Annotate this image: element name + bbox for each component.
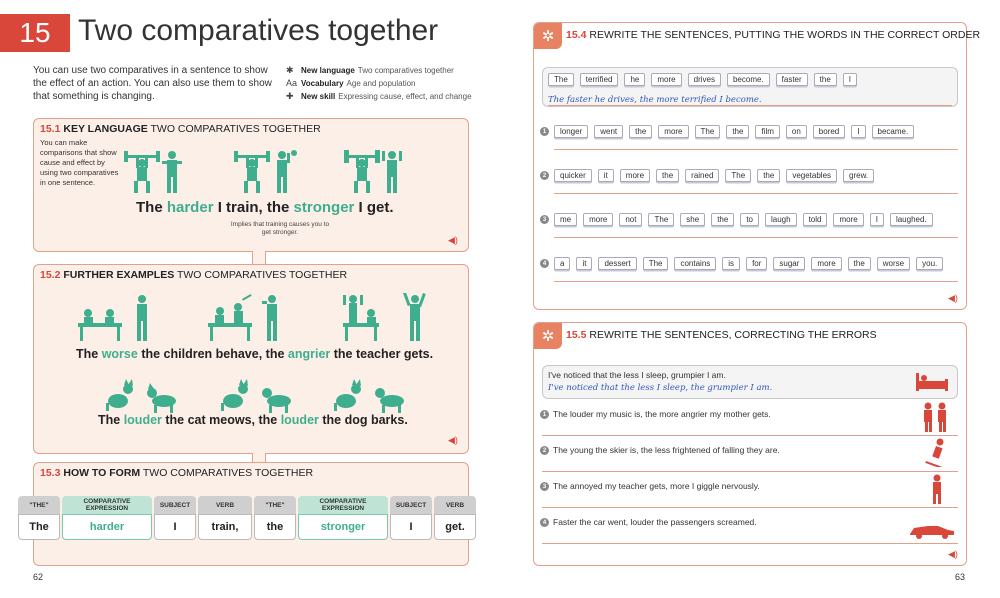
word-chip: told <box>803 213 828 226</box>
structure-piece <box>154 496 196 542</box>
error-sentence: The young the skier is, the less frightened of falling they are. <box>553 445 780 455</box>
word-chip: became. <box>872 125 915 138</box>
word-chip: The <box>643 257 669 270</box>
section-key: KEY LANGUAGE <box>63 123 148 135</box>
structure-piece <box>254 496 296 542</box>
angry-mother-icon <box>920 401 950 433</box>
section-heading <box>40 123 321 135</box>
word-chip: more <box>658 125 688 138</box>
section-subtitle: TWO COMPARATIVES TOGETHER <box>150 123 321 135</box>
word-chip: more <box>620 169 650 182</box>
piece-label: "THE" <box>254 496 296 514</box>
section-key: FURTHER EXAMPLES <box>63 269 175 281</box>
meta-row-skill <box>286 90 472 103</box>
gears-icon: ✱ <box>286 65 294 75</box>
meta-label: Vocabulary <box>301 79 344 88</box>
question-number: 2 <box>540 171 549 180</box>
teacher-icon <box>928 473 946 505</box>
word-chips-row <box>554 169 874 182</box>
piece-label: SUBJECT <box>154 496 196 514</box>
word-chip: grew. <box>843 169 874 182</box>
answer-line[interactable] <box>542 435 958 436</box>
meta-label: New skill <box>301 92 336 101</box>
example-statement: I've noticed that the less I sleep, grumpier I am. <box>548 370 726 380</box>
word-chip: the <box>757 169 780 182</box>
trainer-figure <box>162 151 182 193</box>
word-chip: I <box>843 73 857 86</box>
piece-value: harder <box>62 514 152 540</box>
word-chips-row <box>554 257 943 270</box>
meta-row-vocabulary <box>286 77 472 90</box>
word-chip: it <box>598 169 614 182</box>
answer-line[interactable] <box>554 193 958 194</box>
section-15-5-panel <box>533 322 967 566</box>
word-chip: vegetables <box>786 169 837 182</box>
piece-value: The <box>18 514 60 540</box>
section-heading <box>40 467 313 479</box>
cat-dog-illustration <box>104 377 424 413</box>
skier-icon <box>924 437 952 467</box>
piece-label: SUBJECT <box>390 496 432 514</box>
question-number: 2 <box>540 446 549 455</box>
section-heading <box>40 269 347 281</box>
section-subtitle: TWO COMPARATIVES TOGETHER <box>142 467 314 479</box>
word-chip: went <box>594 125 623 138</box>
dog-figure <box>147 383 176 413</box>
word-chip: on <box>786 125 807 138</box>
word-chip: me <box>554 213 577 226</box>
piece-value: train, <box>198 514 252 540</box>
section-number: 15.3 <box>40 467 61 479</box>
word-chip: the <box>711 213 734 226</box>
panel-connector <box>252 251 266 265</box>
structure-piece <box>18 496 60 542</box>
word-chip: worse <box>877 257 910 270</box>
word-chip: he <box>624 73 645 86</box>
speaker-icon[interactable]: ◀) <box>948 293 958 303</box>
word-chip: film <box>755 125 779 138</box>
meta-value: Age and population <box>346 79 416 88</box>
example-answer: I've noticed that the less I sleep, the grumpier I am. <box>548 383 773 393</box>
children-teacher-figure <box>78 295 147 341</box>
unit-number-badge <box>0 14 70 52</box>
answer-line <box>548 105 952 106</box>
car-icon <box>908 523 956 539</box>
word-chip: I <box>870 213 884 226</box>
exercise-title: REWRITE THE SENTENCES, PUTTING THE WORDS IN THE CORRECT ORDER <box>589 29 981 41</box>
piece-value: get. <box>434 514 476 540</box>
piece-value: the <box>254 514 296 540</box>
word-chips-row <box>554 125 914 138</box>
word-chip: it <box>576 257 592 270</box>
piece-label: VERB <box>198 496 252 514</box>
classroom-illustration <box>78 293 438 343</box>
word-chip: quicker <box>554 169 592 182</box>
gear-icon: ✲ <box>534 23 562 49</box>
page-title: Two comparatives together <box>78 14 439 47</box>
question-number: 1 <box>540 410 549 419</box>
word-chip: sugar <box>773 257 805 270</box>
side-note: You can make comparisons that show cause and effect by using two comparatives in one sentence. <box>40 138 119 187</box>
answer-line[interactable] <box>554 149 958 150</box>
question-number: 3 <box>540 482 549 491</box>
section-15-2-panel <box>33 264 469 454</box>
word-chip: The <box>648 213 674 226</box>
structure-piece <box>298 496 388 542</box>
example-word-chips <box>548 73 857 86</box>
question-number: 4 <box>540 518 549 527</box>
word-chip: longer <box>554 125 588 138</box>
piece-label: COMPARATIVE EXPRESSION <box>62 496 152 514</box>
word-chip: The <box>695 125 721 138</box>
structure-piece <box>390 496 432 542</box>
unit-meta <box>286 64 472 103</box>
word-chip: to <box>740 213 759 226</box>
gear-icon: ✲ <box>534 323 562 349</box>
example-sentence-2: The louder the cat meows, the louder the dog barks. <box>98 413 408 427</box>
piece-label: "THE" <box>18 496 60 514</box>
weightlifting-illustration <box>124 149 424 195</box>
question-number: 1 <box>540 127 549 136</box>
word-chip: laughed. <box>890 213 933 226</box>
word-chip: The <box>548 73 574 86</box>
answer-line[interactable] <box>554 237 958 238</box>
cat-figure <box>106 379 133 411</box>
section-number: 15.2 <box>40 269 61 281</box>
vocabulary-icon: Aa <box>286 78 298 88</box>
answer-line[interactable] <box>542 507 958 508</box>
word-chip: dessert <box>598 257 636 270</box>
section-number: 15.1 <box>40 123 61 135</box>
word-chip: more <box>651 73 681 86</box>
page-number-right: 63 <box>955 572 966 582</box>
answer-line[interactable] <box>554 281 958 282</box>
exercise-heading <box>566 329 877 341</box>
speaker-icon[interactable]: ◀) <box>448 435 458 445</box>
word-chip: for <box>746 257 767 270</box>
word-chip: contains <box>674 257 716 270</box>
key-sentence: The harder I train, the stronger I get. <box>136 199 394 216</box>
word-chip: become. <box>727 73 770 86</box>
example-answer: The faster he drives, the more terrified I become. <box>548 95 762 105</box>
word-chip: the <box>726 125 749 138</box>
exercise-number: 15.4 <box>566 29 587 41</box>
word-chip: I <box>851 125 865 138</box>
exercise-heading <box>566 29 980 41</box>
error-sentence: The annoyed my teacher gets, more I giggle nervously. <box>553 481 760 491</box>
word-chips-row <box>554 213 933 226</box>
structure-piece <box>198 496 252 542</box>
meta-row-language <box>286 64 472 77</box>
piece-label: COMPARATIVE EXPRESSION <box>298 496 388 514</box>
word-chip: the <box>814 73 837 86</box>
word-chip: you. <box>916 257 943 270</box>
word-chip: bored <box>813 125 845 138</box>
answer-line[interactable] <box>542 471 958 472</box>
section-15-4-panel <box>533 22 981 310</box>
structure-piece <box>62 496 152 542</box>
section-15-1-panel <box>33 118 469 252</box>
piece-value: I <box>390 514 432 540</box>
unit-number: 15 <box>19 17 51 48</box>
meta-label: New language <box>301 66 355 75</box>
word-chip: the <box>656 169 679 182</box>
word-chip: drives <box>688 73 721 86</box>
word-chip: faster <box>776 73 808 86</box>
intro-text: You can use two comparatives in a sentence to show the effect of an action. You can also use them to show that something is changing. <box>33 65 272 102</box>
puzzle-icon: ✚ <box>286 91 294 101</box>
word-chip: the <box>629 125 652 138</box>
word-chip: terrified <box>580 73 619 86</box>
piece-value: stronger <box>298 514 388 540</box>
question-number: 4 <box>540 259 549 268</box>
annotation-note: Implies that training causes you to get stronger. <box>230 221 330 236</box>
meta-value: Two comparatives together <box>357 66 454 75</box>
error-sentence: The louder my music is, the more angrier my mother gets. <box>553 409 771 419</box>
section-key: HOW TO FORM <box>63 467 141 479</box>
word-chip: more <box>811 257 841 270</box>
page-number-left: 62 <box>33 572 44 582</box>
example-sentence-1: The worse the children behave, the angrier the teacher gets. <box>76 347 434 361</box>
lifter-figure <box>124 151 160 193</box>
word-chip: more <box>583 213 613 226</box>
speaker-icon[interactable]: ◀) <box>448 235 458 245</box>
section-subtitle: TWO COMPARATIVES TOGETHER <box>176 269 348 281</box>
word-chip: the <box>848 257 871 270</box>
meta-value: Expressing cause, effect, and change <box>338 92 472 101</box>
word-chip: is <box>722 257 740 270</box>
sentence-structure-row <box>18 496 478 542</box>
error-sentence: Faster the car went, louder the passengers screamed. <box>553 517 757 527</box>
question-number: 3 <box>540 215 549 224</box>
word-chip: not <box>619 213 642 226</box>
word-chip: she <box>680 213 705 226</box>
bed-icon <box>914 369 950 393</box>
exercise-title: REWRITE THE SENTENCES, CORRECTING THE ERRORS <box>589 329 877 341</box>
word-chip: more <box>833 213 863 226</box>
speaker-icon[interactable]: ◀) <box>948 549 958 559</box>
word-chip: laugh <box>765 213 797 226</box>
word-chip: The <box>725 169 751 182</box>
exercise-number: 15.5 <box>566 329 587 341</box>
piece-value: I <box>154 514 196 540</box>
word-chip: a <box>554 257 570 270</box>
piece-label: VERB <box>434 496 476 514</box>
structure-piece <box>434 496 476 542</box>
word-chip: rained <box>685 169 719 182</box>
answer-line[interactable] <box>542 543 958 544</box>
